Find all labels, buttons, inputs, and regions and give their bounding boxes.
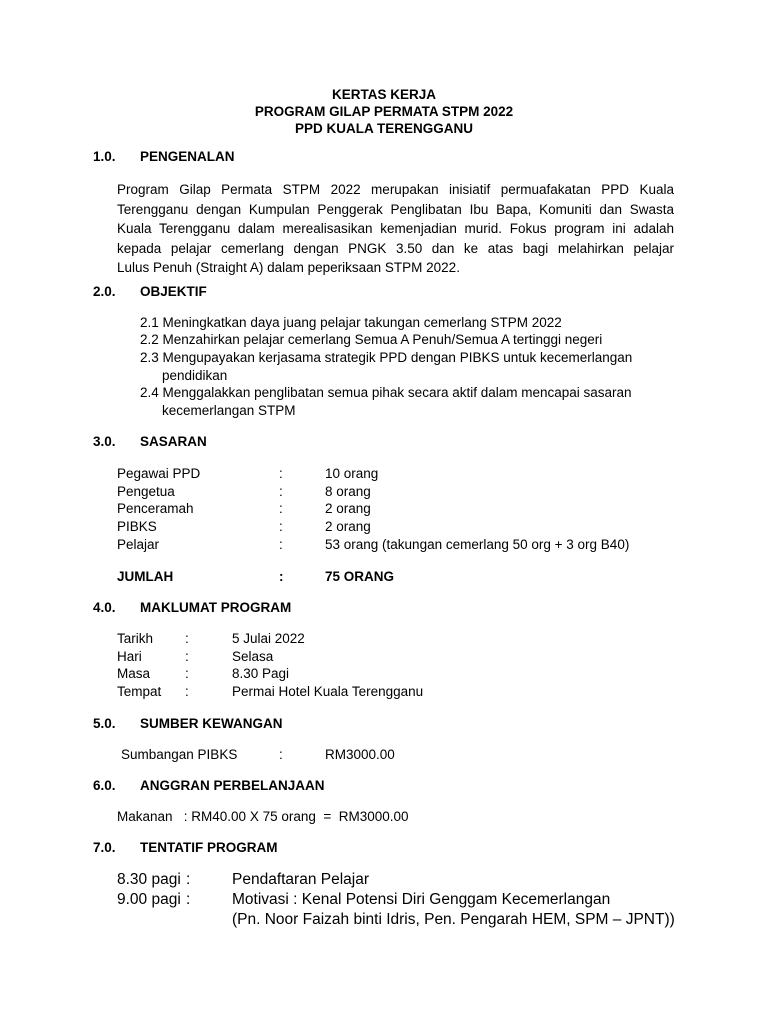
target-separator: :	[279, 501, 283, 516]
tentative-activity: Pendaftaran Pelajar	[232, 871, 370, 888]
section-1-number: 1.0.	[93, 149, 116, 164]
funding-value: RM3000.00	[325, 747, 395, 762]
info-value: Selasa	[232, 649, 274, 664]
target-separator: :	[279, 519, 283, 534]
target-value: 2 orang	[325, 519, 371, 534]
tentative-row	[0, 891, 768, 913]
budget-row	[0, 809, 768, 827]
section-7-title: TENTATIF PROGRAM	[140, 840, 278, 855]
objective-text: 2.3 Mengupayakan kerjasama strategik PPD dengan PIBKS untuk kecemerlangan	[140, 350, 633, 365]
objective-text-continuation: pendidikan	[162, 367, 228, 383]
funding-label: Sumbangan PIBKS	[121, 747, 238, 762]
tentative-activity: Motivasi : Kenal Potensi Diri Genggam Kecemerlangan	[232, 891, 611, 908]
paragraph-line: Terengganu dengan Kumpulan Penggerak Penglibatan Ibu Bapa, Komuniti dan Swasta	[117, 201, 674, 217]
info-label: Tarikh	[117, 631, 154, 646]
objective-item	[140, 384, 680, 419]
target-value: 10 orang	[325, 466, 379, 481]
info-value: Permai Hotel Kuala Terengganu	[232, 684, 424, 699]
target-label: Pengetua	[117, 484, 175, 499]
paragraph-line: Kuala Terengganu dalam merealisasikan kemenjadian murid. Fokus program ini adalah	[117, 221, 674, 236]
target-label: Penceramah	[117, 501, 194, 516]
tentative-separator: :	[186, 891, 191, 908]
doc-title-line1: KERTAS KERJA	[331, 87, 436, 102]
section-2-title: OBJEKTIF	[140, 284, 207, 299]
paragraph-line: kepada pelajar cemerlang dengan PNGK 3.50 dan ke atas bagi melahirkan pelajar	[117, 240, 674, 256]
tentative-row	[0, 871, 768, 893]
tentative-time: 9.00 pagi	[117, 891, 181, 908]
info-separator: :	[185, 684, 189, 699]
target-separator: :	[279, 537, 283, 552]
total-label: JUMLAH	[117, 569, 174, 584]
info-label: Tempat	[117, 684, 162, 699]
budget-line: Makanan : RM40.00 X 75 orang = RM3000.00	[117, 809, 409, 824]
target-label: Pegawai PPD	[117, 466, 201, 481]
target-row	[0, 537, 768, 555]
section-3-number: 3.0.	[93, 434, 116, 449]
info-value: 8.30 Pagi	[232, 666, 290, 681]
info-label: Masa	[117, 666, 151, 681]
section-1-paragraph	[117, 180, 674, 278]
target-value: 2 orang	[325, 501, 371, 516]
doc-title-line3: PPD KUALA TERENGGANU	[294, 121, 473, 136]
section-1-title: PENGENALAN	[140, 149, 235, 164]
paragraph-line: Lulus Penuh (Straight A) dalam peperiksaan STPM 2022.	[117, 260, 460, 275]
doc-title-line2: PROGRAM GILAP PERMATA STPM 2022	[254, 104, 514, 119]
section-4-title: MAKLUMAT PROGRAM	[140, 600, 292, 615]
total-separator: :	[279, 569, 284, 584]
target-label: PIBKS	[117, 519, 157, 534]
objective-text: 2.2 Menzahirkan pelajar cemerlang Semua A Penuh/Semua A tertinggi negeri	[140, 332, 603, 347]
paragraph-line: Program Gilap Permata STPM 2022 merupakan inisiatif permuafakatan PPD Kuala	[117, 182, 674, 197]
objective-item	[140, 314, 680, 332]
info-separator: :	[185, 666, 189, 681]
tentative-separator: :	[186, 871, 191, 888]
target-value: 53 orang (takungan cemerlang 50 org + 3 org B40)	[325, 537, 630, 552]
section-6-title: ANGGRAN PERBELANJAAN	[140, 778, 325, 793]
section-3-title: SASARAN	[140, 434, 207, 449]
target-separator: :	[279, 466, 283, 481]
total-value: 75 ORANG	[325, 569, 395, 584]
section-6-number: 6.0.	[93, 778, 116, 793]
program-info-row	[0, 649, 768, 667]
info-label: Hari	[117, 649, 142, 664]
section-7-number: 7.0.	[93, 840, 116, 855]
objective-text-continuation: kecemerlangan STPM	[162, 402, 296, 418]
funding-row	[0, 747, 768, 765]
target-total-row	[0, 569, 768, 587]
tentative-speaker: (Pn. Noor Faizah binti Idris, Pen. Pengarah HEM, SPM – JPNT))	[232, 911, 675, 928]
target-row	[0, 501, 768, 519]
program-info-row	[0, 684, 768, 702]
section-5-number: 5.0.	[93, 716, 116, 731]
tentative-time: 8.30 pagi	[117, 871, 181, 888]
objective-item	[140, 349, 680, 384]
target-value: 8 orang	[325, 484, 371, 499]
program-info-row	[0, 666, 768, 684]
target-row	[0, 466, 768, 484]
target-label: Pelajar	[117, 537, 160, 552]
info-separator: :	[185, 631, 189, 646]
target-row	[0, 484, 768, 502]
tentative-row-continuation	[0, 911, 768, 933]
objective-item	[140, 331, 680, 349]
section-5-title: SUMBER KEWANGAN	[140, 716, 283, 731]
target-row	[0, 519, 768, 537]
info-separator: :	[185, 649, 189, 664]
section-4-number: 4.0.	[93, 600, 116, 615]
objective-text: 2.1 Meningkatkan daya juang pelajar takungan cemerlang STPM 2022	[140, 315, 562, 330]
section-2-number: 2.0.	[93, 284, 116, 299]
program-info-row	[0, 631, 768, 649]
objective-text: 2.4 Menggalakkan penglibatan semua pihak secara aktif dalam mencapai sasaran	[140, 385, 632, 400]
info-value: 5 Julai 2022	[232, 631, 305, 646]
funding-separator: :	[279, 747, 283, 762]
target-separator: :	[279, 484, 283, 499]
